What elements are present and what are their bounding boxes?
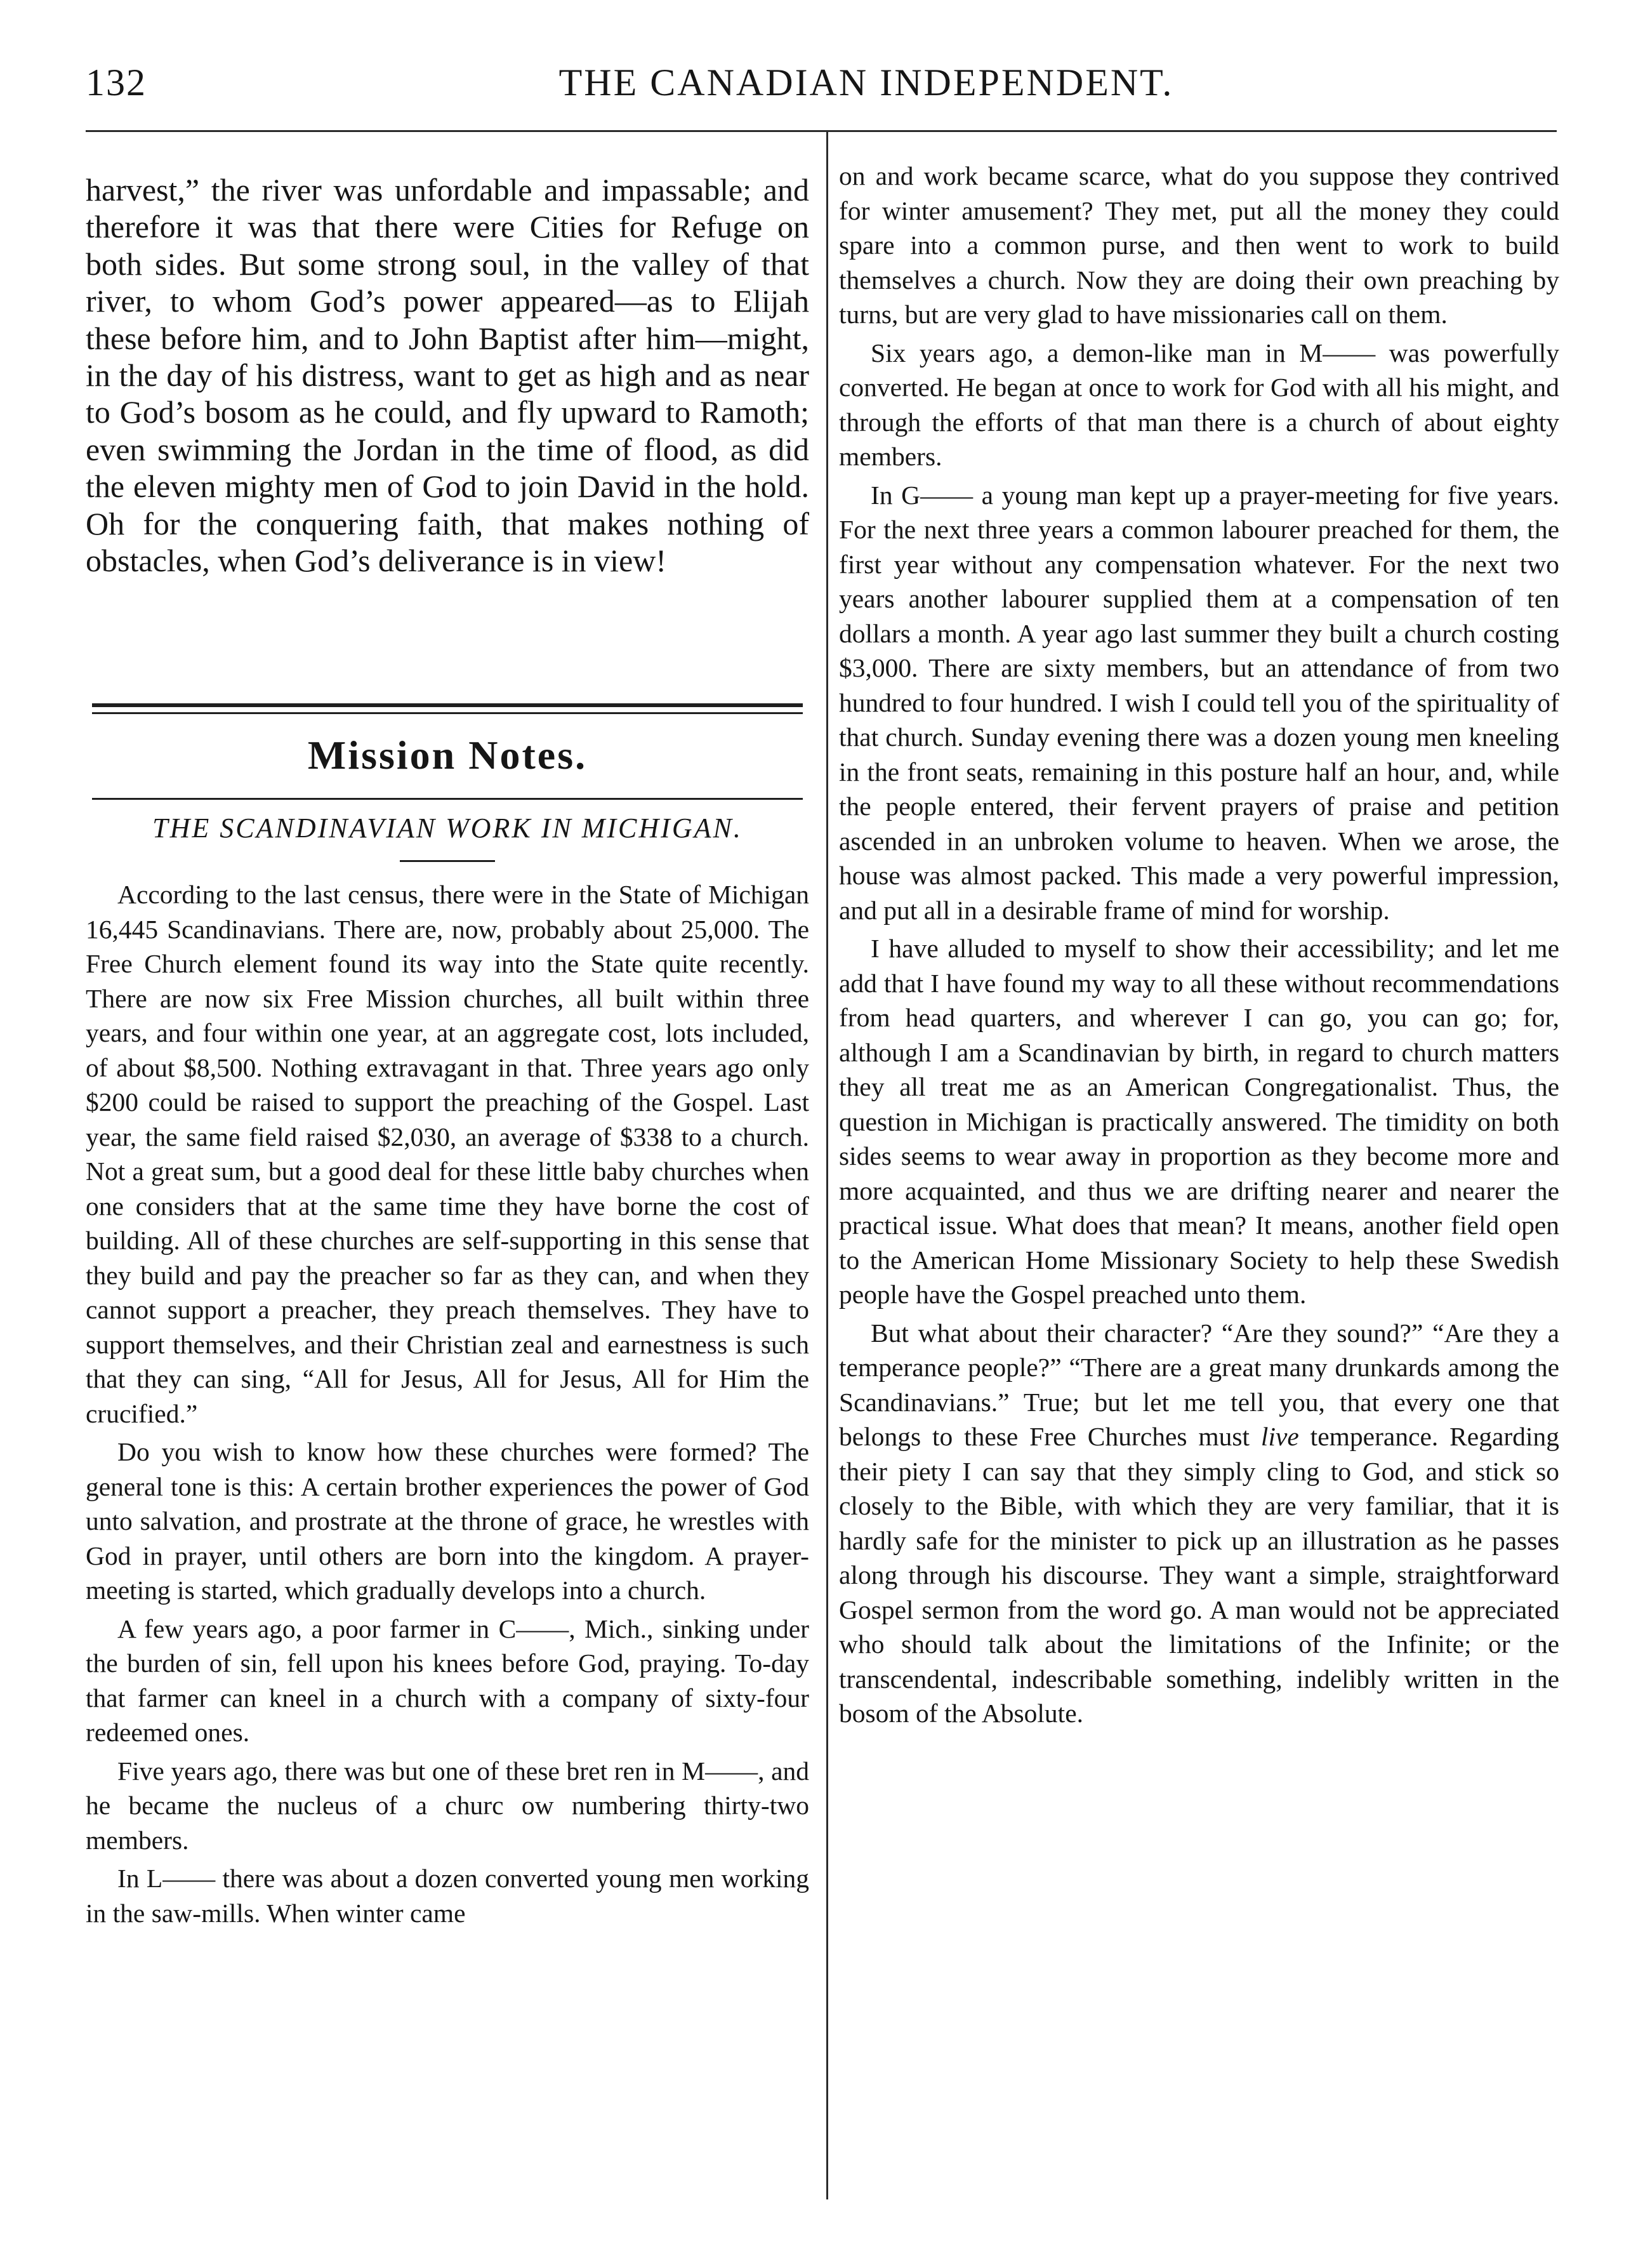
journal-title: THE CANADIAN INDEPENDENT. [558,62,1174,103]
page-header [86,57,1557,114]
paragraph: In G—— a young man kept up a prayer-meeting for five years. For the next three years a common labourer preached for them, the first year without any compensation whatever. For the next two years another labourer supplied them at a compensation of ten dollars a month. A year ago last summer they built a church costing $3,000. There are sixty members, but an attendance of from two hundred to four hundred. I wish I could tell you of the spirituality of that church. Sunday evening there was a dozen young men kneeling in the front seats, remaining in this posture half an hour, and, while the people entered, their fervent prayers of praise and petition ascended in an unbroken volume to heaven. When we arose, the house was almost packed. This made a very powerful impression, and put all in a desirable frame of mind for worship. [839,480,1559,925]
paragraph: Do you wish to know how these churches were formed? The general tone is this: A certain brother experiences the power of God unto salvation, and prostrate at the throne of grace, he wrestles with God in prayer, until others are born into the kingdom. A prayer-meeting is started, which gradually develops into a church. [86,1437,809,1605]
paragraph: Five years ago, there was but one of these bret ren in M——, and he became the nucleus of a churc ow numbering thirty-two members. [86,1756,809,1855]
paragraph: I have alluded to myself to show their accessibility; and let me add that I have found my way to all these without recommendations from head quarters, and wherever I can go, you can go; for, although I am a Scandinavian by birth, in regard to church matters they all treat me as an American Congregationalist. Thus, the question in Michigan is practically answered. The timidity on both sides seems to wear away in proportion as they become more and more acquainted, and thus we are drifting nearer and nearer the practical issue. What does that mean? It means, another field open to the American Home Missionary Society to help these Swedish people have the Gospel preached unto them. [839,934,1559,1309]
paragraph-continuation: on and work became scarce, what do you suppose they contrived for winter amusement? They met, put all the money they could spare into a common purse, and then went to work to build themselves a church. Now they are doing their own preaching by turns, but are very glad to have missionaries call on them. [839,161,1559,329]
paragraph: A few years ago, a poor farmer in C——, Mich., sinking under the burden of sin, fell upon his knees before God, praying. To-day that farmer can kneel in a church with a company of sixty-four redeemed ones. [86,1614,809,1747]
text-run: But what about their character? “Are they sound?” “Are they a temperance people?” “There are a great many drunkards among the Scandinavians.” True; but let me tell you, that every one that belongs to these Free Churches must [839,1318,1559,1451]
section-double-rule-top [92,703,803,707]
section-rule [92,798,803,800]
left-column-body [86,877,809,1934]
paragraph-last [839,1316,1559,1731]
section-heading: Mission Notes. [307,733,588,778]
right-column-body [839,159,1559,1735]
text-run: temperance. Regarding their piety I can say that they simply cling to God, and stick so closely to the Bible, with which they are very familiar, that it is hardly safe for the minister to pick up an illustration as he passes along through his discourse. They want a simple, straightforward Gospel sermon from the word go. A man would not be appreciated who should talk about the limitations of the Infinite; or the transcendental, indescribable something, indelibly written in the bosom of the Absolute. [839,1422,1559,1728]
column-rule [826,130,828,2199]
lead-paragraph: harvest,” the river was unfordable and impassable; and therefore it was that there were Cities for Refuge on both sides. But some strong soul, in the valley of that river, to whom God’s power appeared—as to Elijah these before him, and to John Baptist after him—might, in the day of his distress, want to get as high and as near to God’s bosom as he could, and fly upward to Ramoth; even swimming the Jordan in the time of flood, as did the eleven mighty men of God to join David in the hold. Oh for the conquering faith, that makes nothing of obstacles, when God’s deliverance is in view! [86,172,809,579]
page-number: 132 [86,62,147,103]
italic-word: live [1260,1422,1299,1451]
paragraph: In L—— there was about a dozen converted young men working in the saw-mills. When winter came [86,1864,809,1928]
title-short-rule [400,860,495,862]
paragraph: Six years ago, a demon-like man in M—— was powerfully converted. He began at once to work for God with all his might, and through the efforts of that man there is a church of about eighty members. [839,338,1559,471]
section-double-rule-bottom [92,712,803,714]
paragraph: According to the last census, there were in the State of Michigan 16,445 Scandinavians. There are, now, probably about 25,000. The Free Church element found its way into the State quite recently. There are now six Free Mission churches, all built within three years, and four within one year, at an aggregate cost, lots included, of about $8,500. Nothing extravagant in that. Three years ago only $200 could be raised to support the preaching of the Gospel. Last year, the same field raised $2,030, an average of $338 to a church. Not a great sum, but a good deal for these little baby churches when one considers that at the same time they have borne the cost of building. All of these churches are self-supporting in this sense that they build and pay the preacher so far as they can, and when they cannot support a preacher, they preach themselves. They have to support themselves, and their Christian zeal and earnestness is such that they can sing, “All for Jesus, All for Jesus, All for Him the crucified.” [86,880,809,1428]
article-title: THE SCANDINAVIAN WORK IN MICHIGAN. [152,812,742,844]
header-rule [86,130,1557,132]
